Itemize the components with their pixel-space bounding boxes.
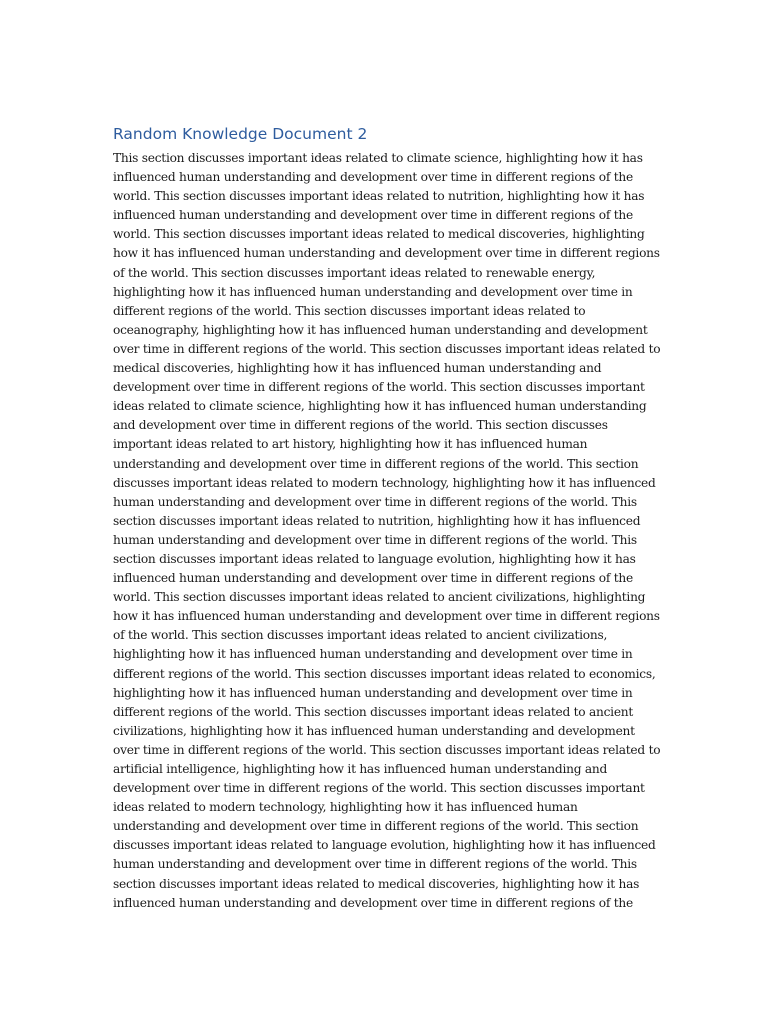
- body-text-line: influenced human understanding and development over time in different regions of the: [113, 170, 633, 185]
- document-title: Random Knowledge Document 2: [113, 125, 368, 143]
- body-text-line: influenced human understanding and development over time in different regions of the: [113, 208, 633, 223]
- body-text-line: different regions of the world. This section discusses important ideas related to economics,: [113, 666, 656, 681]
- body-text-line: world. This section discusses important ideas related to medical discoveries, highlighting: [113, 227, 645, 242]
- body-text-line: world. This section discusses important ideas related to nutrition, highlighting how it has: [113, 189, 645, 204]
- body-text-line: discusses important ideas related to modern technology, highlighting how it has influenced: [113, 475, 656, 490]
- body-text-line: understanding and development over time in different regions of the world. This section: [113, 456, 639, 471]
- body-text-line: important ideas related to art history, highlighting how it has influenced human: [113, 437, 588, 452]
- body-text-line: and development over time in different regions of the world. This section discusses: [113, 418, 608, 433]
- body-text-line: section discusses important ideas related to language evolution, highlighting how it has: [113, 551, 636, 566]
- body-text-line: human understanding and development over time in different regions of the world. This: [113, 857, 637, 872]
- body-text-line: different regions of the world. This section discusses important ideas related to ancient: [113, 704, 634, 719]
- body-text-line: artificial intelligence, highlighting how it has influenced human understanding and: [113, 762, 608, 776]
- body-text-line: different regions of the world. This section discusses important ideas related to: [113, 303, 586, 318]
- body-text-line: section discusses important ideas related to nutrition, highlighting how it has influenced: [113, 513, 641, 528]
- body-text-line: world. This section discusses important ideas related to ancient civilizations, highlighting: [113, 590, 646, 605]
- body-text-line: over time in different regions of the world. This section discusses important ideas related to: [113, 742, 661, 757]
- body-text-line: discusses important ideas related to language evolution, highlighting how it has influenced: [113, 838, 656, 853]
- body-text-line: human understanding and development over time in different regions of the world. This: [113, 494, 637, 509]
- document-body: [113, 149, 665, 913]
- body-text-line: oceanography, highlighting how it has influenced human understanding and development: [113, 322, 648, 337]
- body-text-line: ideas related to climate science, highlighting how it has influenced human understanding: [113, 399, 647, 414]
- body-text-line: of the world. This section discusses important ideas related to renewable energy,: [113, 265, 596, 280]
- body-text-line: influenced human understanding and development over time in different regions of the: [113, 571, 633, 586]
- body-text-line: how it has influenced human understanding and development over time in different regions: [113, 609, 660, 624]
- body-text-line: civilizations, highlighting how it has influenced human understanding and development: [113, 723, 635, 738]
- body-text-line: influenced human understanding and development over time in different regions of the: [113, 895, 633, 910]
- body-text-line: highlighting how it has influenced human understanding and development over time in: [113, 685, 633, 700]
- body-text-line: of the world. This section discusses important ideas related to ancient civilizations,: [113, 628, 608, 643]
- body-text-line: section discusses important ideas related to medical discoveries, highlighting how it has: [113, 876, 640, 891]
- body-text-line: human understanding and development over time in different regions of the world. This: [113, 532, 637, 547]
- body-text-line: how it has influenced human understanding and development over time in different regions: [113, 246, 660, 261]
- body-text-line: highlighting how it has influenced human understanding and development over time in: [113, 647, 633, 662]
- body-text-line: highlighting how it has influenced human understanding and development over time in: [113, 284, 633, 299]
- body-text-line: understanding and development over time in different regions of the world. This section: [113, 819, 639, 834]
- body-text-line: medical discoveries, highlighting how it has influenced human understanding and: [113, 361, 602, 376]
- body-text-line: development over time in different regions of the world. This section discusses important: [113, 781, 645, 796]
- body-text-line: over time in different regions of the world. This section discusses important ideas related to: [113, 341, 661, 356]
- body-text-line: development over time in different regions of the world. This section discusses important: [113, 380, 645, 395]
- body-text-line: This section discusses important ideas related to climate science, highlighting how it has: [113, 151, 643, 165]
- body-text-line: ideas related to modern technology, highlighting how it has influenced human: [113, 800, 578, 815]
